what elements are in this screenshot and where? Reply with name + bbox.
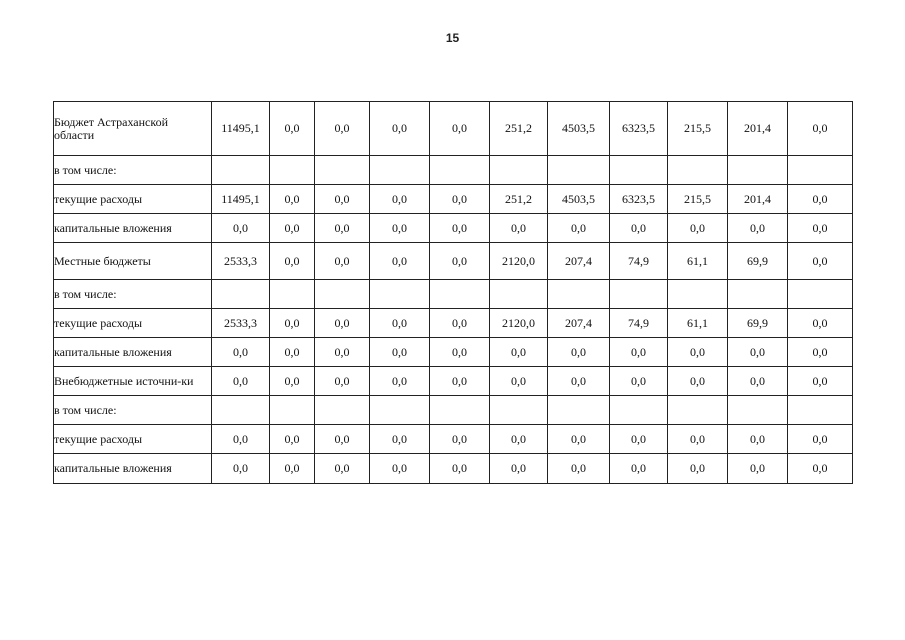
value-cell: 0,0 (788, 243, 853, 280)
value-cell (430, 156, 490, 185)
value-cell: 0,0 (548, 425, 610, 454)
value-cell: 0,0 (788, 425, 853, 454)
value-cell: 0,0 (668, 454, 728, 484)
value-cell: 0,0 (610, 214, 668, 243)
value-cell: 0,0 (728, 367, 788, 396)
value-cell: 0,0 (490, 214, 548, 243)
value-cell (370, 280, 430, 309)
value-cell: 0,0 (270, 185, 315, 214)
value-cell: 0,0 (548, 454, 610, 484)
value-cell: 0,0 (270, 243, 315, 280)
value-cell (668, 280, 728, 309)
value-cell: 0,0 (430, 425, 490, 454)
value-cell (315, 156, 370, 185)
value-cell: 0,0 (270, 338, 315, 367)
value-cell: 0,0 (315, 309, 370, 338)
table-row (54, 243, 853, 280)
table-row (54, 185, 853, 214)
value-cell: 0,0 (728, 425, 788, 454)
value-cell (212, 156, 270, 185)
value-cell: 0,0 (212, 425, 270, 454)
value-cell (490, 280, 548, 309)
value-cell: 0,0 (668, 338, 728, 367)
value-cell: 11495,1 (212, 185, 270, 214)
value-cell: 0,0 (270, 454, 315, 484)
value-cell (728, 396, 788, 425)
row-label: в том числе: (54, 156, 212, 185)
value-cell (212, 396, 270, 425)
row-label: в том числе: (54, 280, 212, 309)
value-cell: 0,0 (788, 102, 853, 156)
value-cell: 0,0 (270, 425, 315, 454)
value-cell: 201,4 (728, 102, 788, 156)
value-cell (728, 280, 788, 309)
row-label: капитальные вложения (54, 338, 212, 367)
value-cell (728, 156, 788, 185)
value-cell: 6323,5 (610, 102, 668, 156)
value-cell: 0,0 (315, 338, 370, 367)
table-body (54, 102, 853, 484)
value-cell: 0,0 (370, 102, 430, 156)
table-row (54, 214, 853, 243)
value-cell: 251,2 (490, 102, 548, 156)
value-cell: 0,0 (610, 338, 668, 367)
value-cell: 2533,3 (212, 309, 270, 338)
value-cell: 0,0 (490, 338, 548, 367)
value-cell (270, 156, 315, 185)
value-cell: 2533,3 (212, 243, 270, 280)
table-row (54, 454, 853, 484)
value-cell: 0,0 (430, 338, 490, 367)
row-label: Бюджет Астраханской области (54, 102, 212, 156)
value-cell: 215,5 (668, 185, 728, 214)
value-cell (270, 280, 315, 309)
value-cell: 0,0 (315, 454, 370, 484)
table-row (54, 280, 853, 309)
value-cell: 0,0 (315, 185, 370, 214)
value-cell (668, 156, 728, 185)
table-row (54, 396, 853, 425)
value-cell (212, 280, 270, 309)
value-cell: 251,2 (490, 185, 548, 214)
value-cell: 0,0 (490, 454, 548, 484)
page-number: 15 (445, 31, 460, 45)
value-cell: 201,4 (728, 185, 788, 214)
value-cell: 0,0 (728, 214, 788, 243)
value-cell: 0,0 (788, 454, 853, 484)
value-cell: 0,0 (270, 102, 315, 156)
value-cell: 0,0 (270, 214, 315, 243)
value-cell: 0,0 (728, 454, 788, 484)
value-cell (315, 396, 370, 425)
value-cell: 0,0 (370, 243, 430, 280)
value-cell: 0,0 (430, 243, 490, 280)
value-cell (548, 396, 610, 425)
value-cell: 0,0 (548, 367, 610, 396)
value-cell (610, 280, 668, 309)
value-cell: 207,4 (548, 243, 610, 280)
value-cell (788, 156, 853, 185)
value-cell: 74,9 (610, 243, 668, 280)
value-cell: 0,0 (315, 243, 370, 280)
row-label: текущие расходы (54, 185, 212, 214)
value-cell: 0,0 (728, 338, 788, 367)
value-cell: 0,0 (610, 425, 668, 454)
value-cell: 0,0 (370, 454, 430, 484)
value-cell: 0,0 (212, 454, 270, 484)
value-cell: 4503,5 (548, 102, 610, 156)
value-cell: 0,0 (430, 309, 490, 338)
value-cell (315, 280, 370, 309)
table-row (54, 156, 853, 185)
value-cell (548, 280, 610, 309)
table-row (54, 309, 853, 338)
row-label: Местные бюджеты (54, 243, 212, 280)
row-label: Внебюджетные источни-ки (54, 367, 212, 396)
value-cell: 0,0 (788, 367, 853, 396)
value-cell: 0,0 (370, 214, 430, 243)
value-cell: 0,0 (788, 185, 853, 214)
value-cell (610, 156, 668, 185)
value-cell (668, 396, 728, 425)
value-cell: 0,0 (548, 214, 610, 243)
value-cell: 0,0 (610, 367, 668, 396)
value-cell: 0,0 (548, 338, 610, 367)
value-cell: 0,0 (788, 214, 853, 243)
value-cell: 0,0 (430, 102, 490, 156)
table-row (54, 367, 853, 396)
value-cell (548, 156, 610, 185)
value-cell: 0,0 (430, 185, 490, 214)
value-cell: 0,0 (315, 425, 370, 454)
row-label: в том числе: (54, 396, 212, 425)
row-label: капитальные вложения (54, 454, 212, 484)
value-cell (490, 156, 548, 185)
value-cell: 0,0 (315, 367, 370, 396)
value-cell: 0,0 (788, 338, 853, 367)
value-cell: 74,9 (610, 309, 668, 338)
value-cell (490, 396, 548, 425)
value-cell: 0,0 (370, 367, 430, 396)
value-cell: 0,0 (430, 454, 490, 484)
value-cell: 0,0 (668, 214, 728, 243)
value-cell: 215,5 (668, 102, 728, 156)
value-cell: 0,0 (370, 309, 430, 338)
value-cell: 0,0 (788, 309, 853, 338)
table-row (54, 425, 853, 454)
row-label: капитальные вложения (54, 214, 212, 243)
value-cell: 61,1 (668, 243, 728, 280)
table-row (54, 102, 853, 156)
value-cell: 0,0 (212, 338, 270, 367)
table-row (54, 338, 853, 367)
value-cell (370, 156, 430, 185)
value-cell: 0,0 (370, 185, 430, 214)
value-cell: 207,4 (548, 309, 610, 338)
value-cell (430, 280, 490, 309)
row-label: текущие расходы (54, 309, 212, 338)
value-cell: 4503,5 (548, 185, 610, 214)
value-cell: 61,1 (668, 309, 728, 338)
value-cell: 0,0 (490, 367, 548, 396)
budget-table (53, 101, 853, 484)
value-cell (610, 396, 668, 425)
value-cell: 0,0 (270, 309, 315, 338)
value-cell: 0,0 (668, 367, 728, 396)
value-cell: 0,0 (370, 338, 430, 367)
value-cell (270, 396, 315, 425)
value-cell: 0,0 (490, 425, 548, 454)
value-cell (370, 396, 430, 425)
value-cell (788, 396, 853, 425)
value-cell: 6323,5 (610, 185, 668, 214)
value-cell (430, 396, 490, 425)
value-cell: 0,0 (610, 454, 668, 484)
value-cell: 0,0 (315, 102, 370, 156)
value-cell: 0,0 (212, 367, 270, 396)
value-cell: 69,9 (728, 243, 788, 280)
value-cell: 69,9 (728, 309, 788, 338)
value-cell: 0,0 (370, 425, 430, 454)
value-cell: 0,0 (212, 214, 270, 243)
value-cell: 0,0 (315, 214, 370, 243)
row-label: текущие расходы (54, 425, 212, 454)
value-cell: 0,0 (270, 367, 315, 396)
value-cell: 2120,0 (490, 243, 548, 280)
value-cell: 0,0 (668, 425, 728, 454)
value-cell: 2120,0 (490, 309, 548, 338)
value-cell: 0,0 (430, 367, 490, 396)
value-cell (788, 280, 853, 309)
value-cell: 0,0 (430, 214, 490, 243)
value-cell: 11495,1 (212, 102, 270, 156)
